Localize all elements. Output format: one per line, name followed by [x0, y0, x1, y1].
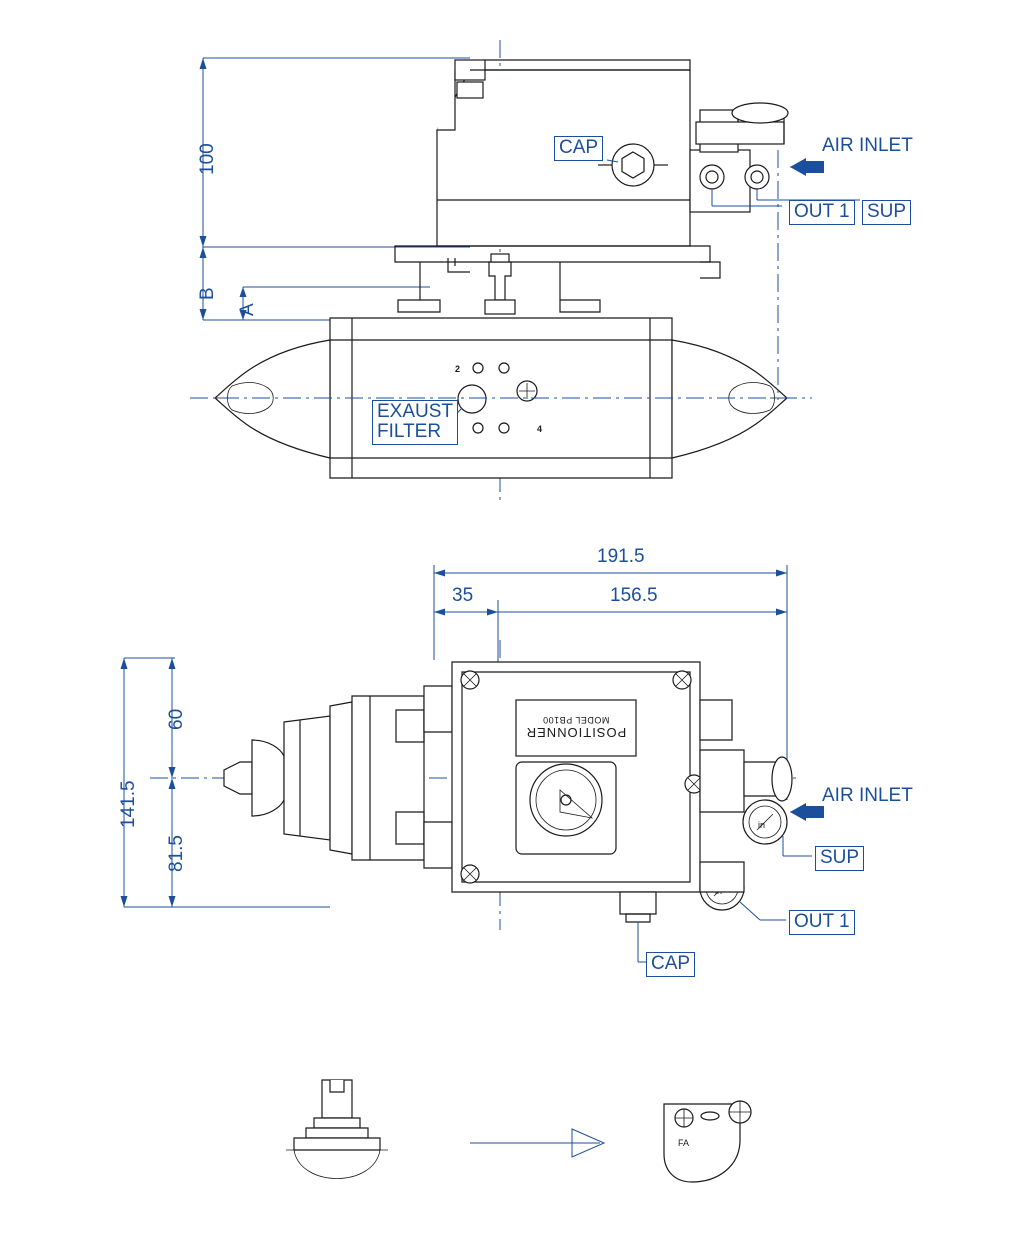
callout-sup-top: SUP [862, 200, 911, 225]
callout-sup-plan: SUP [815, 846, 864, 871]
dim-label-35: 35 [452, 585, 474, 606]
air-inlet-arrow-top [790, 158, 824, 176]
arrowhead-141-5-bottom [121, 896, 128, 907]
arrowhead-141-5-top [121, 658, 128, 669]
callout-air-inlet-top: AIR INLET [822, 135, 913, 156]
callout-air-inlet-plan: AIR INLET [822, 785, 913, 806]
arrowhead-156-5-right [776, 609, 787, 616]
arrowhead-191-5-right [776, 570, 787, 577]
positioner-model: MODEL PB100 [542, 715, 610, 726]
port-number-2: 2 [455, 364, 461, 374]
dim-label-156-5: 156.5 [610, 585, 658, 606]
control-box-outline [395, 60, 788, 314]
air-inlet-arrow-plan [790, 803, 824, 821]
plan-view-body [224, 662, 792, 922]
leader-out1-plan [740, 902, 760, 920]
arrowhead-A-top [240, 287, 247, 297]
callout-out1-plan: OUT 1 [789, 910, 855, 935]
actuator-body-front [190, 318, 812, 478]
arrowhead-35-right [487, 609, 498, 616]
exaust-filter-line-2: FILTER [377, 420, 442, 442]
arrowhead-60-bottom [169, 767, 176, 778]
dim-label-81-5: 81.5 [166, 835, 187, 872]
dim-label-B: B [197, 287, 218, 300]
dim-label-100: 100 [197, 143, 218, 175]
arrowhead-81-5-top [169, 778, 176, 789]
detail-stem [286, 1080, 388, 1179]
cam-label-fa: FA [678, 1138, 690, 1148]
dim-label-A: A [237, 303, 258, 316]
callout-cap-plan: CAP [646, 952, 695, 977]
dim-label-191-5: 191.5 [597, 546, 645, 567]
arrowhead-81-5-bottom [169, 896, 176, 907]
port-number-4: 4 [537, 424, 543, 434]
callout-exaust-filter [372, 400, 458, 445]
cam-detail [664, 1101, 751, 1182]
sup-gauge-text: in [758, 820, 766, 830]
arrowhead-B-top [200, 247, 207, 258]
exaust-filter-line-1: EXAUST [377, 401, 454, 422]
positioner-brand: POSITIONNER [525, 725, 627, 741]
direction-arrow-detail [470, 1129, 604, 1157]
positioner-nameplate [516, 700, 636, 756]
dim-label-141-5: 141.5 [118, 780, 139, 828]
arrowhead-191-5-left [434, 570, 445, 577]
arrowhead-60-top [169, 658, 176, 669]
arrowhead-100-bottom [200, 236, 207, 247]
arrowhead-B-bottom [200, 309, 207, 320]
callout-cap-top: CAP [554, 136, 603, 161]
callout-out1-top: OUT 1 [789, 200, 855, 225]
arrowhead-35-left [434, 609, 445, 616]
arrowhead-100-top [200, 58, 207, 69]
dim-label-60: 60 [166, 708, 187, 730]
